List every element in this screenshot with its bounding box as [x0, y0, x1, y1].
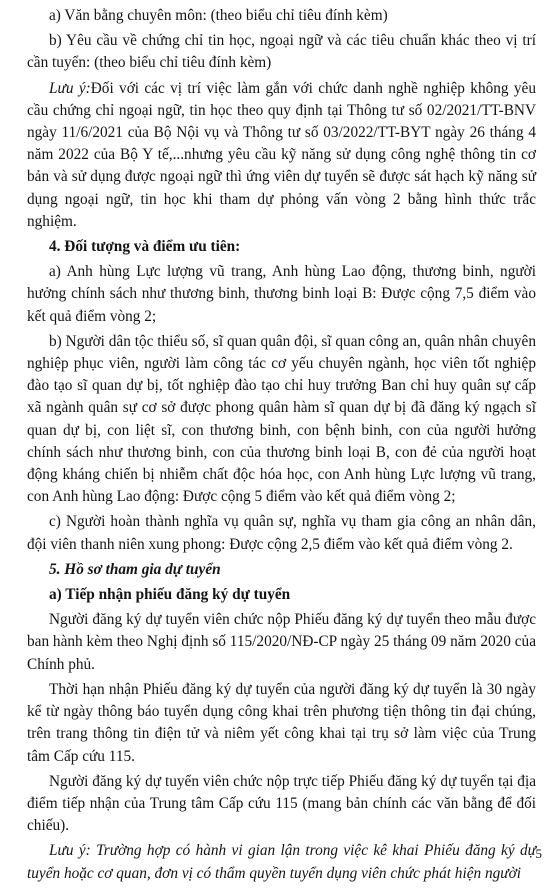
- note-paragraph: [27, 78, 536, 233]
- paragraph-a-degree: a) Văn bằng chuyên môn: (theo biểu chỉ tiêu đính kèm): [49, 7, 388, 24]
- section-5-paragraph-1: Người đăng ký dự tuyển viên chức nộp Phiếu đăng ký dự tuyển theo mẫu được ban hành kèm theo Nghị định số 115/2020/NĐ-CP ngày 25 tháng 09 năm 2020 của Chính phủ.: [27, 611, 536, 673]
- paragraph-b-requirements: b) Yêu cầu về chứng chỉ tin học, ngoại ngữ và các tiêu chuẩn khác theo vị trí cần tuyển: (theo biểu chỉ tiêu đính kèm): [27, 32, 536, 72]
- section-5-heading: 5. Hồ sơ tham gia dự tuyển: [49, 560, 221, 578]
- note-text: Đối với các vị trí việc làm gắn với chức danh nghề nghiệp không yêu cầu chứng chỉ ngoại ngữ, tin học theo quy định tại Thông tư số 02/2021/TT-BNV ngày 11/6/2021 của Bộ Nội vụ và Thông tư số 03/2022/TT-BYT ngày 26 tháng 4 năm 2022 của Bộ Y tế,...nhưng yêu cầu kỹ năng sử dụng công nghệ thông tin cơ bản và sử dụng được ngoại ngữ thì ứng viên dự tuyển sẽ được sát hạch kỹ năng sử dụng ngoại ngữ, tin học khi tham dự phỏng vấn vòng 2 bằng hình thức trắc nghiệm.: [27, 79, 536, 230]
- section-4-item-b: b) Người dân tộc thiểu số, sĩ quan quân đội, sĩ quan công an, quân nhân chuyên nghiệp phục viên, người làm công tác cơ yếu chuyên ngành, học viên tốt nghiệp đào tạo sĩ quan dự bị, tốt nghiệp đào tạo chỉ huy trưởng Ban chỉ huy quân sự cấp xã ngành quân sự cơ sở được phong quân hàm sĩ quan dự bị đã đăng ký ngạch sĩ quan dự bị, con liệt sĩ, con thương binh, con bệnh binh, con của người hưởng chính sách như thương binh, con của thương binh loại B, con đẻ của người hoạt động kháng chiến bị nhiễm chất độc hóa học, con Anh hùng Lực lượng vũ trang, con Anh hùng Lao động: Được cộng 5 điểm vào kết quả điểm vòng 2;: [27, 332, 536, 506]
- section-4-heading: 4. Đối tượng và điểm ưu tiên:: [49, 238, 241, 256]
- section-4-item-c: c) Người hoàn thành nghĩa vụ quân sự, nghĩa vụ tham gia công an nhân dân, đội viên thanh niên xung phong: Được cộng 2,5 điểm vào kết quả điểm vòng 2.: [27, 513, 536, 553]
- section-5-subheading: a) Tiếp nhận phiếu đăng ký dự tuyển: [49, 586, 291, 604]
- section-5-paragraph-2: Thời hạn nhận Phiếu đăng ký dự tuyển của người đăng ký dự tuyển là 30 ngày kể từ ngày thông báo tuyển dụng công khai trên phương tiện thông tin đại chúng, trên trang thông tin điện tử và niêm yết công khai tại trụ sở làm việc của Trung tâm Cấp cứu 115.: [27, 680, 536, 765]
- page-number: 5: [535, 846, 542, 861]
- document-body: [27, 5, 536, 888]
- note-2-label: Lưu ý:: [49, 842, 91, 860]
- note-2-text: Trường hợp có hành vi gian lận trong việc kê khai Phiếu đăng ký dự tuyển hoặc cơ quan, đơn vị có thẩm quyền tuyển dụng viên chức phát hiện người: [27, 842, 536, 882]
- note-2-paragraph: [27, 840, 536, 884]
- note-label: Lưu ý:: [49, 79, 91, 97]
- section-5-paragraph-3: Người đăng ký dự tuyển viên chức nộp trực tiếp Phiếu đăng ký dự tuyển tại địa điểm tiếp nhận của Trung tâm Cấp cứu 115 (mang bản chính các văn bằng để đối chiếu).: [27, 772, 536, 835]
- section-4-item-a: a) Anh hùng Lực lượng vũ trang, Anh hùng Lao động, thương binh, người hưởng chính sách như thương binh, thương binh loại B: Được cộng 7,5 điểm vào kết quả điểm vòng 2;: [27, 263, 536, 325]
